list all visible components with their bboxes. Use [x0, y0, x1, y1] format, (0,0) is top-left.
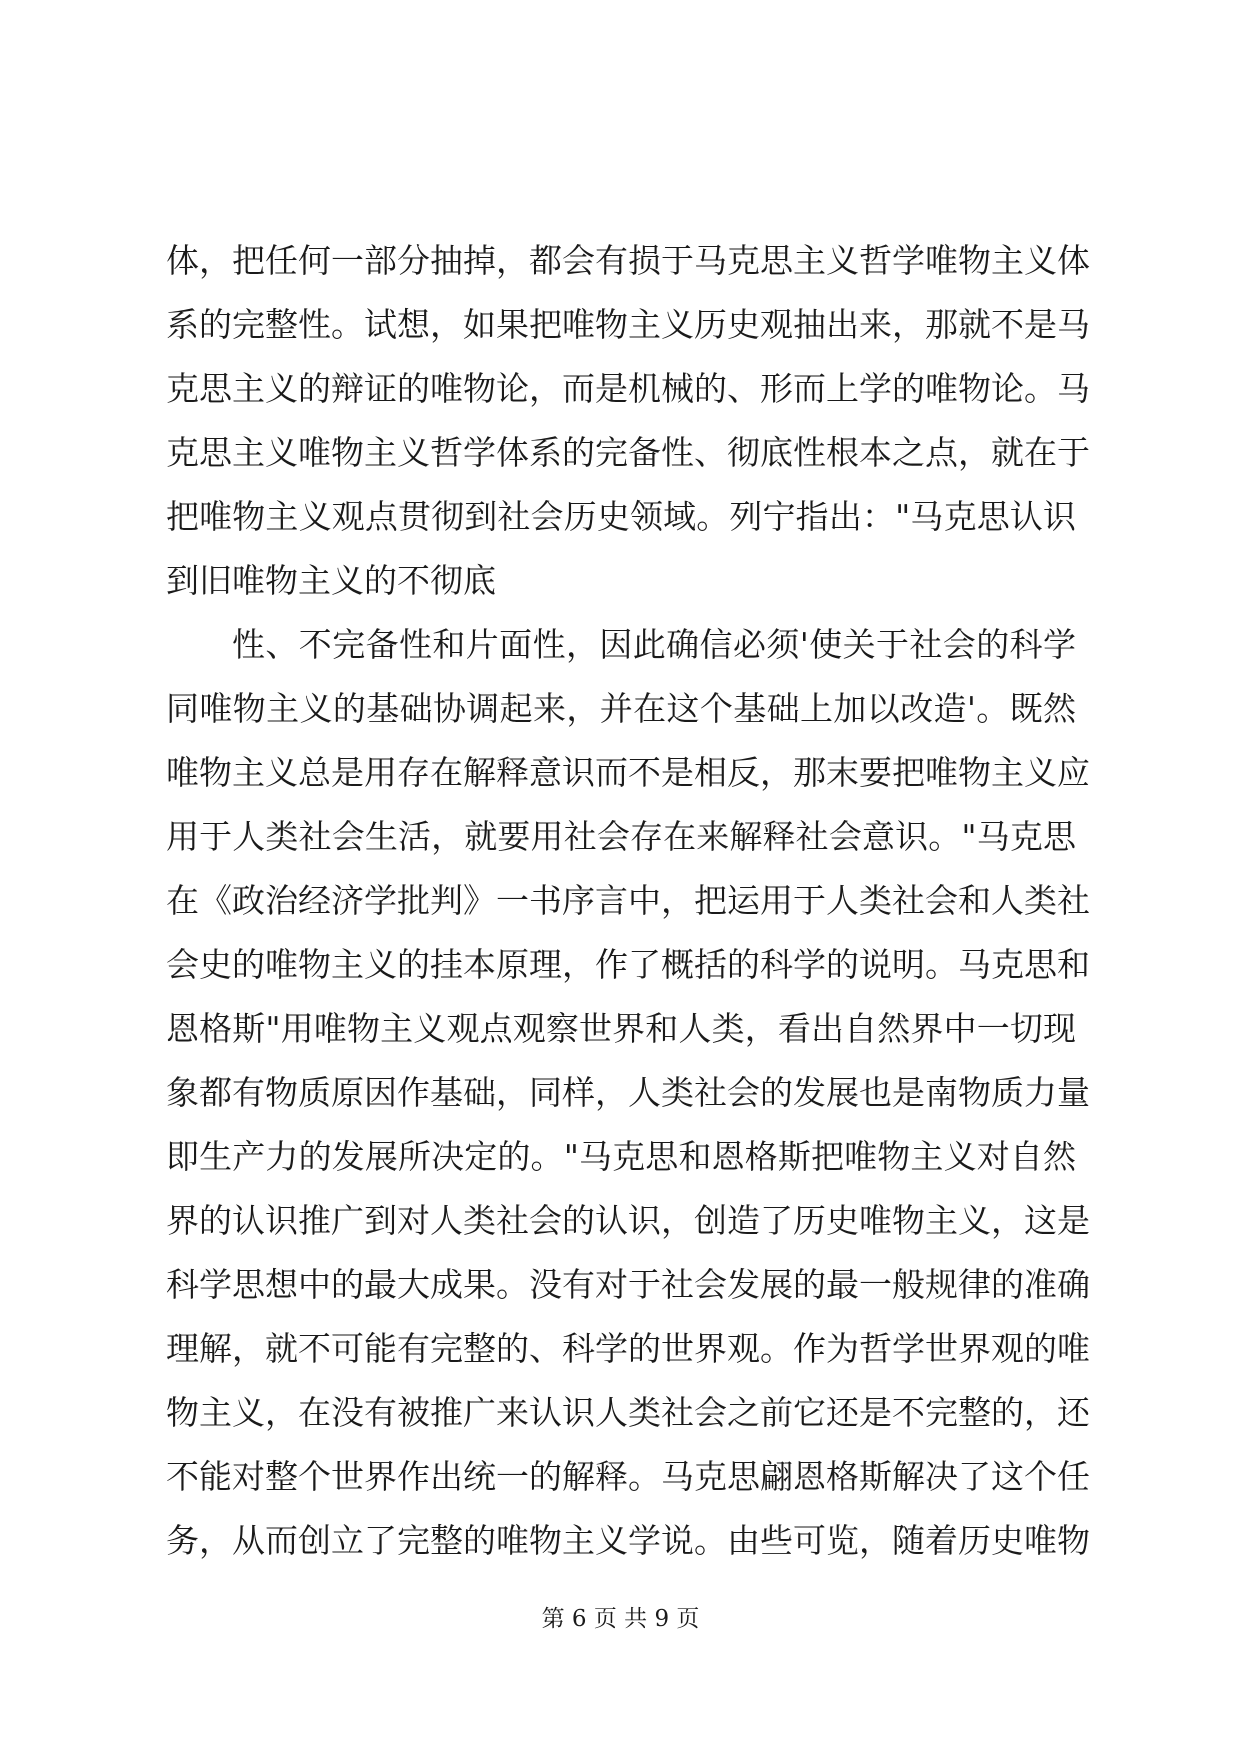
page-footer	[0, 1604, 1241, 1634]
text-line: 克思主义的辩证的唯物论，而是机械的、形而上学的唯物论。马	[166, 369, 1090, 408]
text-line: 到旧唯物主义的不彻底	[166, 561, 496, 600]
text-line: 用于人类社会生活，就要用社会存在来解释社会意识。"马克思	[166, 817, 1076, 856]
text-line: 系的完整性。试想，如果把唯物主义历史观抽出来，那就不是马	[166, 305, 1090, 344]
text-line: 务，从而创立了完整的唯物主义学说。由些可览，随着历史唯物	[166, 1521, 1090, 1560]
text-line: 科学思想中的最大成果。没有对于社会发展的最一般规律的准确	[166, 1265, 1090, 1304]
text-line: 即生产力的发展所决定的。"马克思和恩格斯把唯物主义对自然	[166, 1137, 1076, 1176]
text-line: 性、不完备性和片面性，因此确信必须'使关于社会的科学	[232, 625, 1076, 664]
text-line: 物主义，在没有被推广来认识人类社会之前它还是不完整的，还	[166, 1393, 1090, 1432]
text-line: 体，把任何一部分抽掉，都会有损于马克思主义哲学唯物主义体	[166, 241, 1090, 280]
page-number: 第 6 页 共 9 页	[541, 1606, 700, 1632]
text-line: 克思主义唯物主义哲学体系的完备性、彻底性根本之点，就在于	[166, 433, 1090, 472]
text-line: 恩格斯"用唯物主义观点观察世界和人类，看出自然界中一切现	[166, 1009, 1076, 1048]
text-line: 同唯物主义的基础协调起来，并在这个基础上加以改造'。既然	[166, 689, 1076, 728]
text-line: 会史的唯物主义的挂本原理，作了概括的科学的说明。马克思和	[166, 945, 1090, 984]
body-text	[166, 229, 1090, 1573]
text-line: 把唯物主义观点贯彻到社会历史领域。列宁指出："马克思认识	[166, 497, 1076, 536]
text-line: 不能对整个世界作出统一的解释。马克思翩恩格斯解决了这个任	[166, 1457, 1090, 1496]
text-line: 唯物主义总是用存在解释意识而不是相反，那末要把唯物主义应	[166, 753, 1090, 792]
text-line: 象都有物质原因作基础，同样，人类社会的发展也是南物质力量	[166, 1073, 1090, 1112]
text-line: 界的认识推广到对人类社会的认识，创造了历史唯物主义，这是	[166, 1201, 1090, 1240]
text-line: 在《政治经济学批判》一书序言中，把运用于人类社会和人类社	[166, 881, 1090, 920]
text-line: 理解，就不可能有完整的、科学的世界观。作为哲学世界观的唯	[166, 1329, 1090, 1368]
